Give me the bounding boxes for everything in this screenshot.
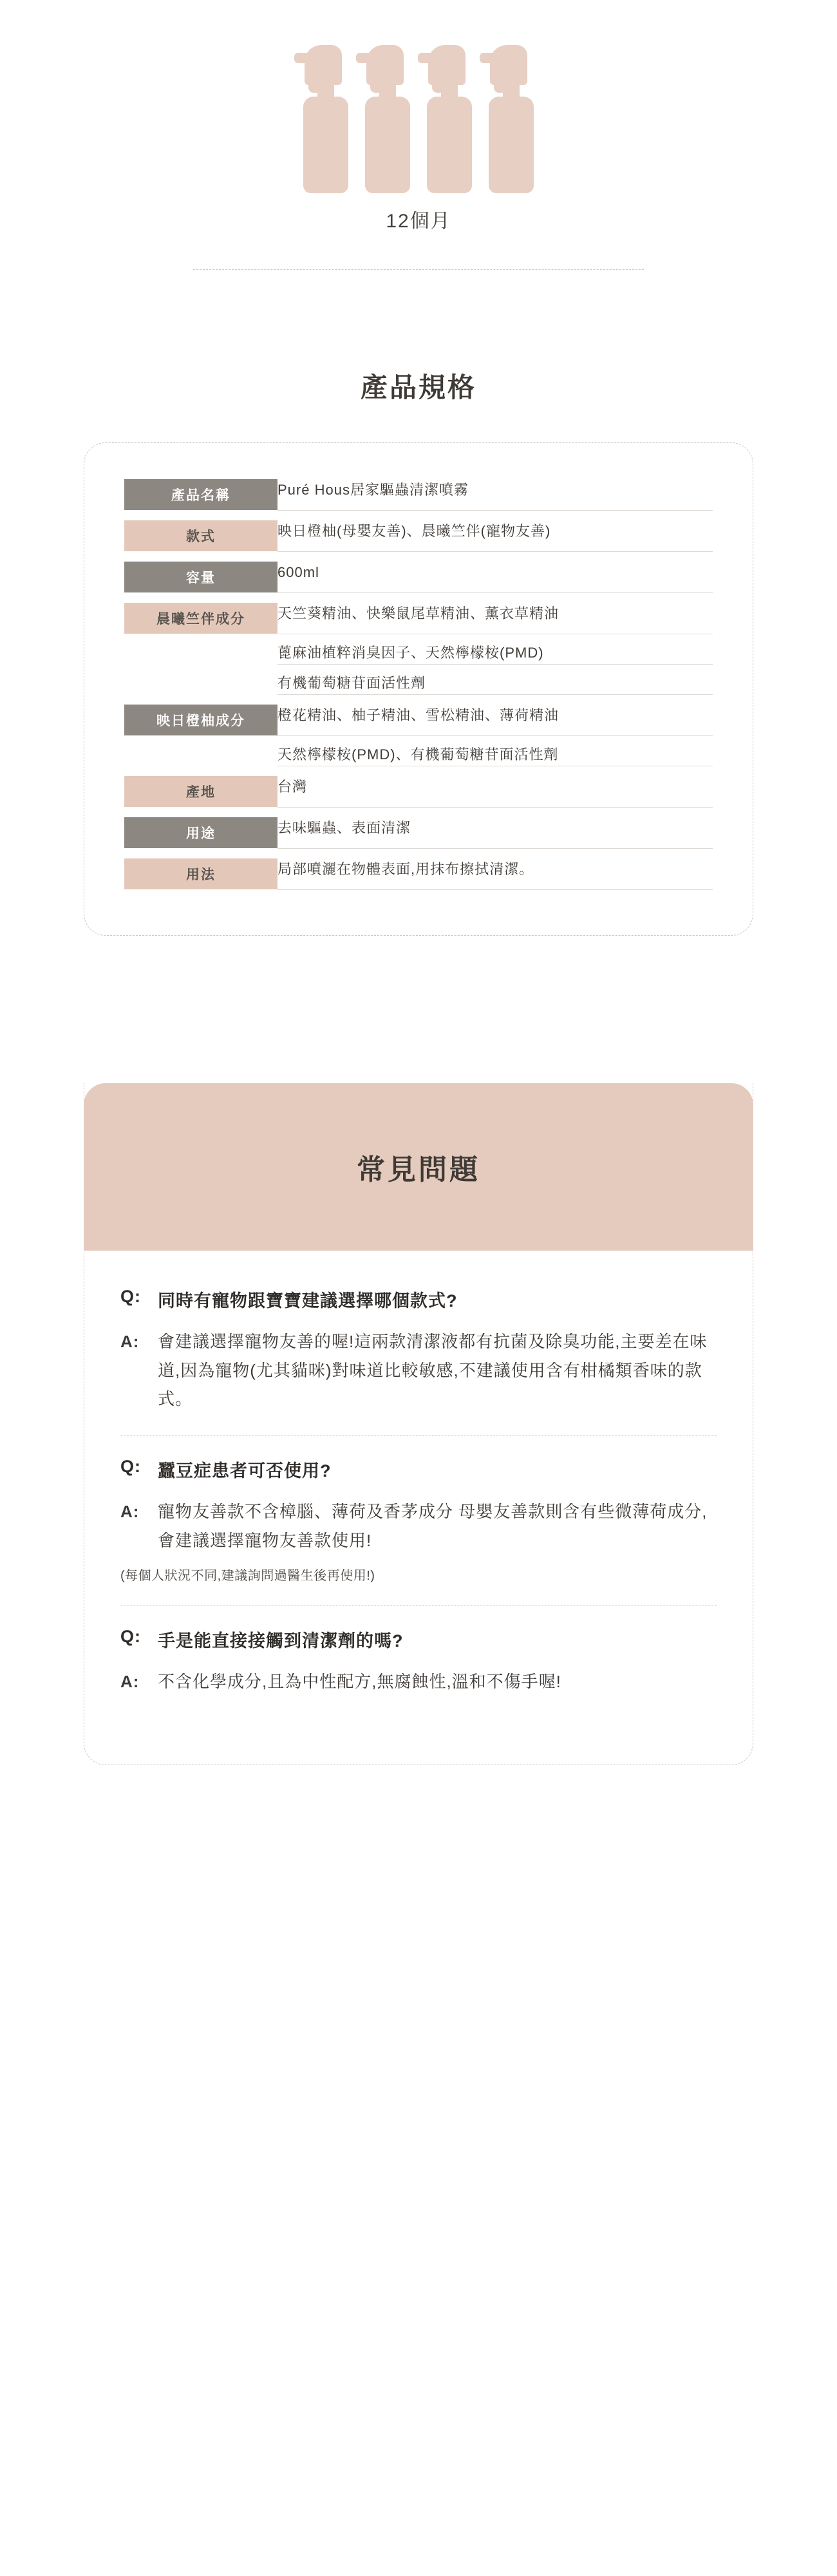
faq-answer-row <box>120 1327 717 1414</box>
spec-label: 映日橙柚成分 <box>124 705 277 735</box>
spec-section-title: 產品規格 <box>360 372 476 402</box>
duration-label: 12個月 <box>386 211 451 232</box>
faq-answer-row <box>120 1667 717 1696</box>
spec-value: Puré Hous居家驅蟲清潔噴霧 <box>277 479 713 510</box>
faq-item <box>120 1287 717 1436</box>
spec-table <box>124 479 713 890</box>
faq-question-row <box>120 1287 717 1312</box>
spec-value: 橙花精油、柚子精油、雪松精油、薄荷精油 <box>277 705 713 735</box>
spec-label: 用途 <box>124 817 277 848</box>
table-row <box>124 479 713 510</box>
spec-label-cell <box>124 520 277 551</box>
spec-label-cell-empty <box>124 735 277 766</box>
spec-label: 晨曦竺伴成分 <box>124 603 277 634</box>
faq-answer: 寵物友善款不含樟腦、薄荷及香茅成分 母嬰友善款則含有些微薄荷成分,會建議選擇寵物友善款使用! <box>158 1501 708 1550</box>
spec-label-cell <box>124 479 277 510</box>
table-row <box>124 520 713 551</box>
faq-note: (每個人狀況不同,建議詢問過醫生後再使用!) <box>120 1569 375 1584</box>
answer-marker: A: <box>120 1501 140 1521</box>
table-row <box>124 817 713 848</box>
faq-question: 手是能直接接觸到清潔劑的嗎? <box>158 1631 404 1651</box>
spec-value: 天竺葵精油、快樂鼠尾草精油、薰衣草精油 <box>277 603 713 634</box>
spec-label-cell <box>124 817 277 848</box>
spec-label-cell-empty <box>124 664 277 694</box>
faq-question-row <box>120 1457 717 1482</box>
spec-label-cell <box>124 858 277 889</box>
question-marker: Q: <box>120 1627 141 1647</box>
spec-value: 局部噴灑在物體表面,用抹布擦拭清潔。 <box>277 858 713 889</box>
faq-question: 蠶豆症患者可否使用? <box>158 1461 332 1481</box>
section-divider <box>193 269 644 270</box>
spray-bottle-icon <box>486 45 536 193</box>
spec-label-cell <box>124 603 277 634</box>
spec-label: 容量 <box>124 562 277 592</box>
spec-label-cell-empty <box>124 634 277 664</box>
faq-answer: 不含化學成分,且為中性配方,無腐蝕性,溫和不傷手喔! <box>158 1672 561 1692</box>
faq-answer: 會建議選擇寵物友善的喔!這兩款清潔液都有抗菌及除臭功能,主要差在味道,因為寵物(尤其貓咪)對味道比較敏感,不建議使用含有柑橘類香味的款式。 <box>158 1331 708 1409</box>
spec-label: 用法 <box>124 858 277 889</box>
spec-label-cell <box>124 705 277 735</box>
spec-value: 去味驅蟲、表面清潔 <box>277 817 713 848</box>
answer-marker: A: <box>120 1331 140 1351</box>
table-row <box>124 562 713 592</box>
spec-card <box>84 442 753 936</box>
spec-value: 天然檸檬桉(PMD)、有機葡萄糖苷面活性劑 <box>277 735 713 766</box>
faq-item <box>120 1457 717 1606</box>
spec-value: 台灣 <box>277 776 713 807</box>
question-marker: Q: <box>120 1286 141 1306</box>
faq-answer-row <box>120 1497 717 1555</box>
spec-value: 有機葡萄糖苷面活性劑 <box>277 664 713 694</box>
spec-label: 產品名稱 <box>124 479 277 510</box>
table-row <box>124 735 713 766</box>
table-row <box>124 705 713 735</box>
faq-card <box>84 1083 753 1765</box>
bottle-illustration <box>0 26 837 193</box>
faq-body <box>84 1251 753 1765</box>
answer-marker: A: <box>120 1672 140 1692</box>
faq-question-row <box>120 1627 717 1652</box>
spec-label: 款式 <box>124 520 277 551</box>
table-row <box>124 634 713 664</box>
table-row <box>124 664 713 694</box>
table-row <box>124 858 713 889</box>
spray-bottle-icon <box>362 45 413 193</box>
spray-bottle-icon <box>424 45 475 193</box>
question-marker: Q: <box>120 1456 141 1476</box>
table-row <box>124 603 713 634</box>
faq-item <box>120 1627 717 1718</box>
faq-header <box>84 1083 753 1251</box>
faq-title: 常見問題 <box>357 1153 480 1186</box>
spec-value: 蓖麻油植粹消臭因子、天然檸檬桉(PMD) <box>277 634 713 664</box>
spec-label: 產地 <box>124 776 277 807</box>
spec-label-cell <box>124 776 277 807</box>
spray-bottle-icon <box>301 45 351 193</box>
table-row <box>124 776 713 807</box>
spec-value: 映日橙柚(母嬰友善)、晨曦竺伴(寵物友善) <box>277 520 713 551</box>
spec-value: 600ml <box>277 562 713 592</box>
spec-label-cell <box>124 562 277 592</box>
faq-question: 同時有寵物跟寶寶建議選擇哪個款式? <box>158 1291 458 1311</box>
